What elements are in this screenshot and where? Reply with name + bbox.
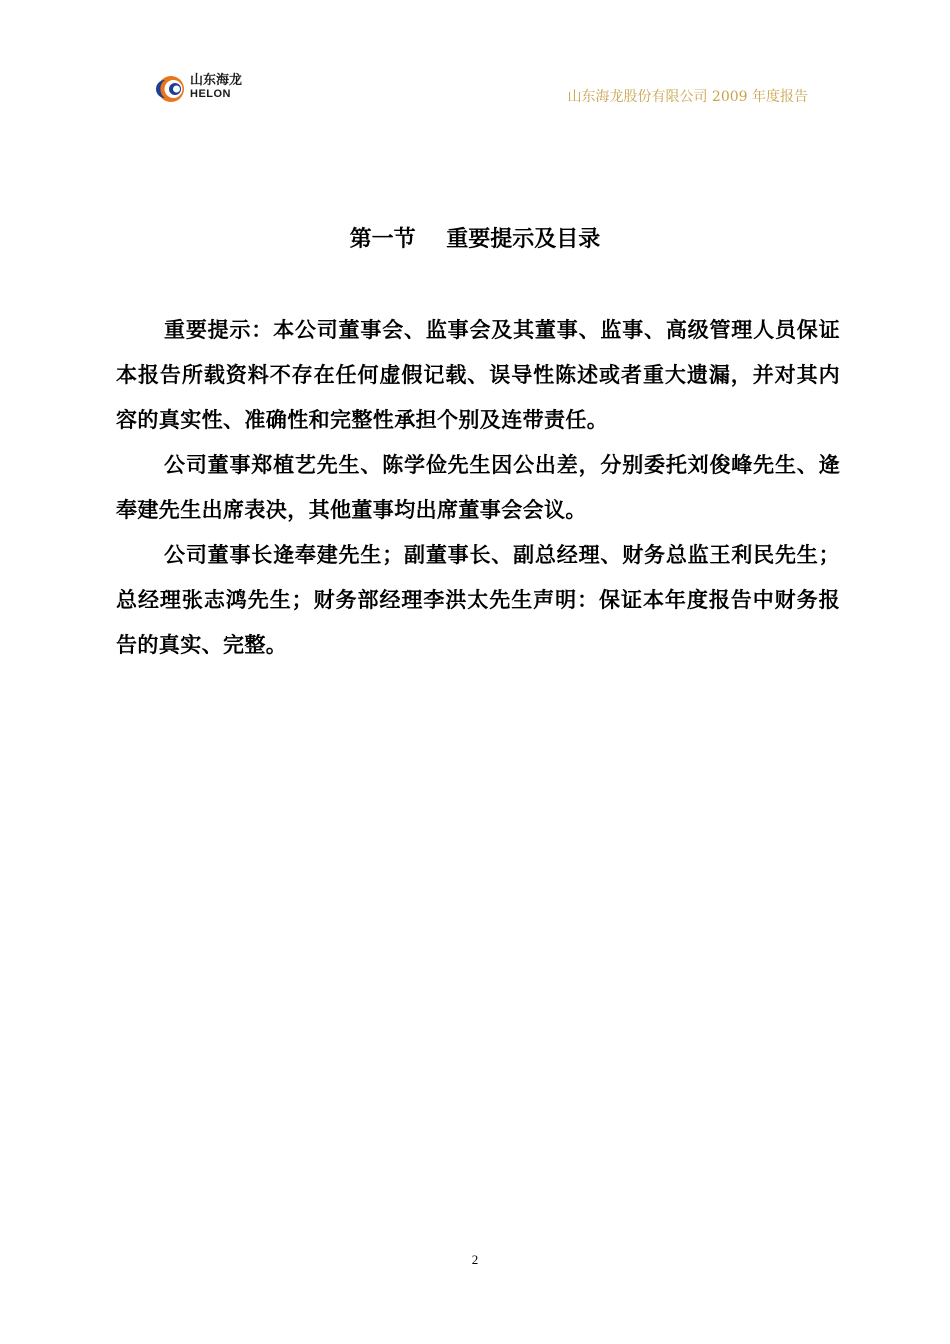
notice-paragraph-important: 重要提示：本公司董事会、监事会及其董事、监事、高级管理人员保证本报告所载资料不存在任何虚假记载、误导性陈述或者重大遗漏，并对其内容的真实性、准确性和完整性承担个别及连带责任。 xyxy=(116,318,840,432)
report-header-title: 山东海龙股份有限公司 2009 年度报告 xyxy=(567,89,808,105)
notice-paragraph-proxy-voting: 公司董事郑植艺先生、陈学俭先生因公出差，分别委托刘俊峰先生、逄奉建先生出席表决，其他董事均出席董事会会议。 xyxy=(116,453,840,522)
section-title: 第一节 重要提示及目录 xyxy=(349,227,601,252)
company-logo xyxy=(156,74,266,104)
logo-en-text: HELON xyxy=(190,88,231,100)
logo-cn-text: 山东海龙 xyxy=(190,73,243,88)
notice-body xyxy=(116,308,840,668)
page-number: 2 xyxy=(471,1252,479,1267)
notice-paragraph-statement: 公司董事长逄奉建先生；副董事长、副总经理、财务总监王利民先生；总经理张志鸿先生；财务部经理李洪太先生声明：保证本年度报告中财务报告的真实、完整。 xyxy=(116,543,840,657)
helon-logo-icon xyxy=(156,74,188,104)
